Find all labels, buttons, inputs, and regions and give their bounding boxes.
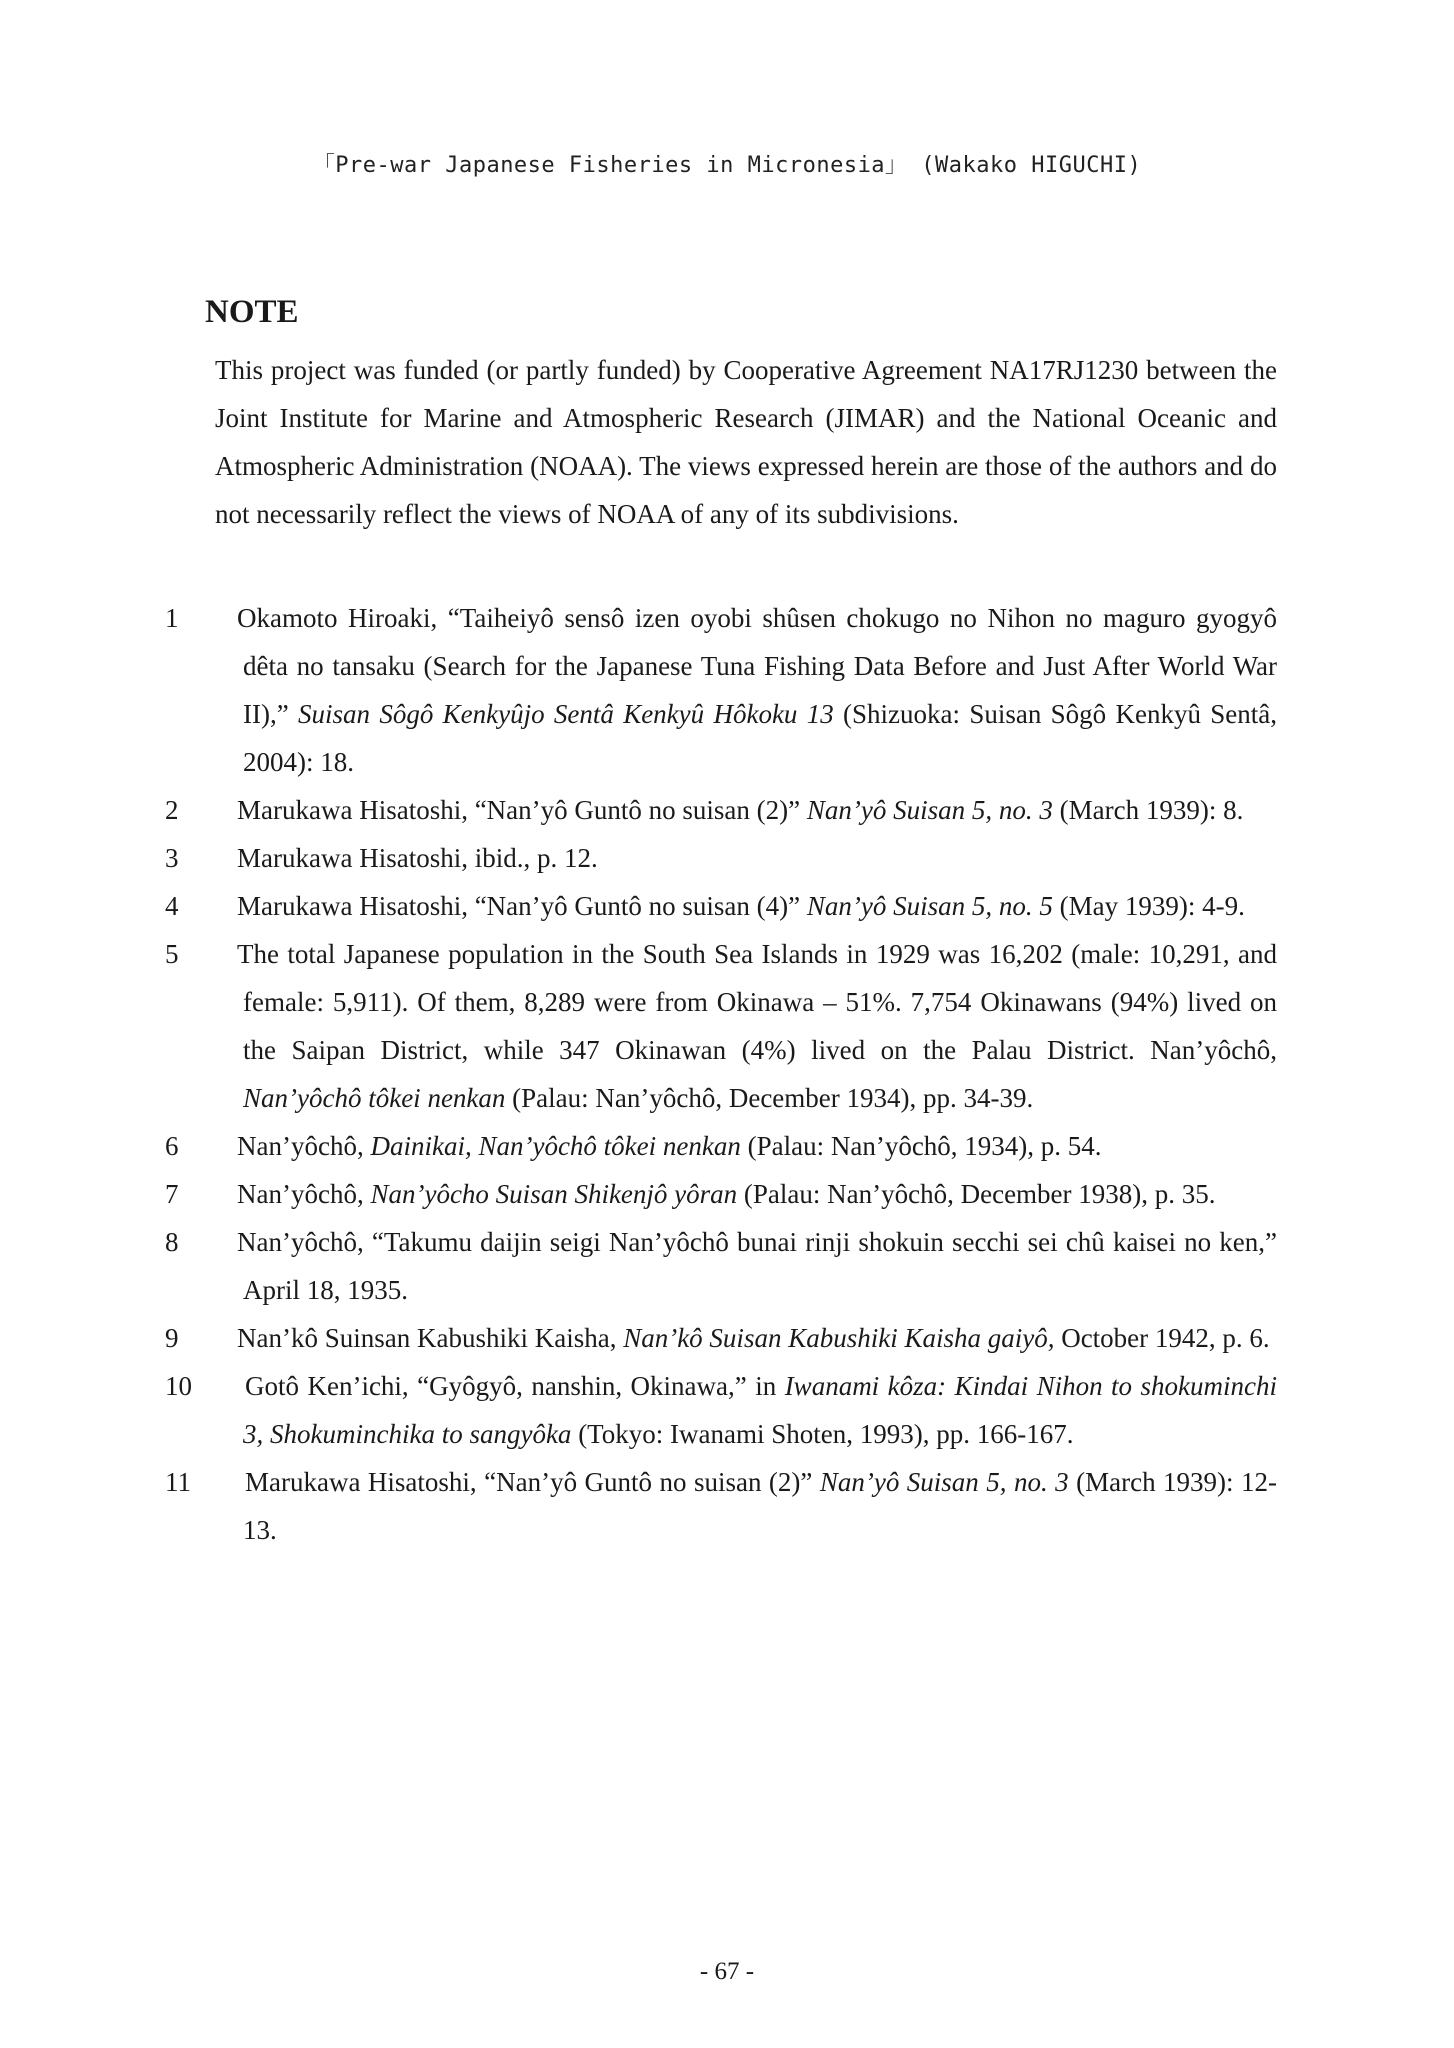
- endnote-item: [165, 882, 1277, 930]
- endnote-text: Nan’yôchô, “Takumu daijin seigi Nan’yôchô bunai rinji shokuin secchi sei chû kaisei no ken,” April 18, 1935.: [237, 1227, 1277, 1305]
- endnote-text: Nan’yôchô,: [237, 1179, 371, 1209]
- endnote-title: Nan’yô Suisan 5, no. 3: [819, 1467, 1069, 1497]
- endnote-number: 11: [165, 1467, 191, 1497]
- endnote-text-tail: (Palau: Nan’yôchô, 1934), p. 54.: [740, 1131, 1102, 1161]
- endnote-number: 6: [165, 1131, 179, 1161]
- endnote-number: 2: [165, 795, 179, 825]
- endnote-text-tail: (Tokyo: Iwanami Shoten, 1993), pp. 166-167.: [571, 1419, 1074, 1449]
- endnote-text-tail: (March 1939): 12-13.: [243, 1467, 1277, 1545]
- endnotes-list: [165, 594, 1277, 1554]
- endnote-number: 3: [165, 843, 179, 873]
- endnote-number: 7: [165, 1179, 179, 1209]
- endnote-item: [165, 1218, 1277, 1314]
- endnote-item: [165, 930, 1277, 1122]
- endnote-title: Nan’kô Suisan Kabushiki Kaisha gaiyô,: [623, 1323, 1055, 1353]
- page-content: [165, 292, 1277, 1554]
- endnote-text-tail: (Shizuoka: Suisan Sôgô Kenkyû Sentâ, 2004): 18.: [243, 699, 1277, 777]
- endnote-text-tail: (Palau: Nan’yôchô, December 1938), p. 35.: [737, 1179, 1216, 1209]
- endnote-title: Nan’yôcho Suisan Shikenjô yôran: [370, 1179, 738, 1209]
- endnote-text: Gotô Ken’ichi, “Gyôgyô, nanshin, Okinawa,” in: [245, 1371, 785, 1401]
- endnote-title: Nan’yôchô tôkei nenkan: [243, 1083, 506, 1113]
- endnote-text-tail: (Palau: Nan’yôchô, December 1934), pp. 34-39.: [505, 1083, 1034, 1113]
- endnote-item: [165, 594, 1277, 786]
- note-body: This project was funded (or partly funded) by Cooperative Agreement NA17RJ1230 between the Joint Institute for Marine and Atmospheric Research (JIMAR) and the National Oceanic and Atmospheric Administration (NOAA). The views expressed herein are those of the authors and do not necessarily reflect the views of NOAA of any of its subdivisions.: [215, 355, 1277, 529]
- note-heading: NOTE: [205, 294, 299, 330]
- endnote-item: [165, 834, 1277, 882]
- endnote-title: Suisan Sôgô Kenkyûjo Sentâ Kenkyû Hôkoku 13: [298, 699, 834, 729]
- endnote-text-tail: (March 1939): 8.: [1052, 795, 1244, 825]
- endnote-item: [165, 1170, 1277, 1218]
- endnote-item: [165, 1122, 1277, 1170]
- endnote-item: [165, 1314, 1277, 1362]
- endnote-item: [165, 1362, 1277, 1458]
- endnote-text: Marukawa Hisatoshi, “Nan’yô Guntô no suisan (2)”: [245, 1467, 820, 1497]
- endnote-text: Okamoto Hiroaki, “Taiheiyô sensô izen oyobi shûsen chokugo no Nihon no maguro gyogyô dêta no tansaku (Search for the Japanese Tuna Fishing Data Before and Just After World War II),”: [237, 603, 1277, 729]
- endnote-number: 5: [165, 939, 179, 969]
- endnote-text-tail: (May 1939): 4-9.: [1052, 891, 1245, 921]
- endnote-number: 9: [165, 1323, 179, 1353]
- endnote-text: Marukawa Hisatoshi, “Nan’yô Guntô no suisan (4)”: [237, 891, 807, 921]
- endnote-title: Iwanami kôza: Kindai Nihon to shokuminchi 3, Shokuminchika to sangyôka: [243, 1371, 1277, 1449]
- endnote-number: 10: [165, 1371, 192, 1401]
- endnote-item: [165, 1458, 1277, 1554]
- endnote-title: Nan’yô Suisan 5, no. 3: [806, 795, 1053, 825]
- endnote-text: Nan’kô Suinsan Kabushiki Kaisha,: [237, 1323, 624, 1353]
- endnote-text: Nan’yôchô,: [237, 1131, 371, 1161]
- endnote-number: 1: [165, 603, 179, 633]
- endnote-item: [165, 786, 1277, 834]
- page-number: - 67 -: [699, 1958, 755, 1985]
- endnote-title: Nan’yô Suisan 5, no. 5: [806, 891, 1053, 921]
- endnote-text: Marukawa Hisatoshi, ibid., p. 12.: [237, 843, 598, 873]
- running-header: 「Pre-war Japanese Fisheries in Micronesia」 (Wakako HIGUCHI): [312, 153, 1142, 178]
- endnote-title: Dainikai, Nan’yôchô tôkei nenkan: [370, 1131, 741, 1161]
- endnote-text: Marukawa Hisatoshi, “Nan’yô Guntô no suisan (2)”: [237, 795, 807, 825]
- endnote-number: 8: [165, 1227, 179, 1257]
- endnote-number: 4: [165, 891, 179, 921]
- endnote-text-tail: October 1942, p. 6.: [1054, 1323, 1270, 1353]
- endnote-text: The total Japanese population in the South Sea Islands in 1929 was 16,202 (male: 10,291, and female: 5,911). Of them, 8,289 were from Okinawa – 51%. 7,754 Okinawans (94%) lived on the Saipan District, while 347 Okinawan (4%) lived on the Palau District. Nan’yôchô,: [237, 939, 1277, 1065]
